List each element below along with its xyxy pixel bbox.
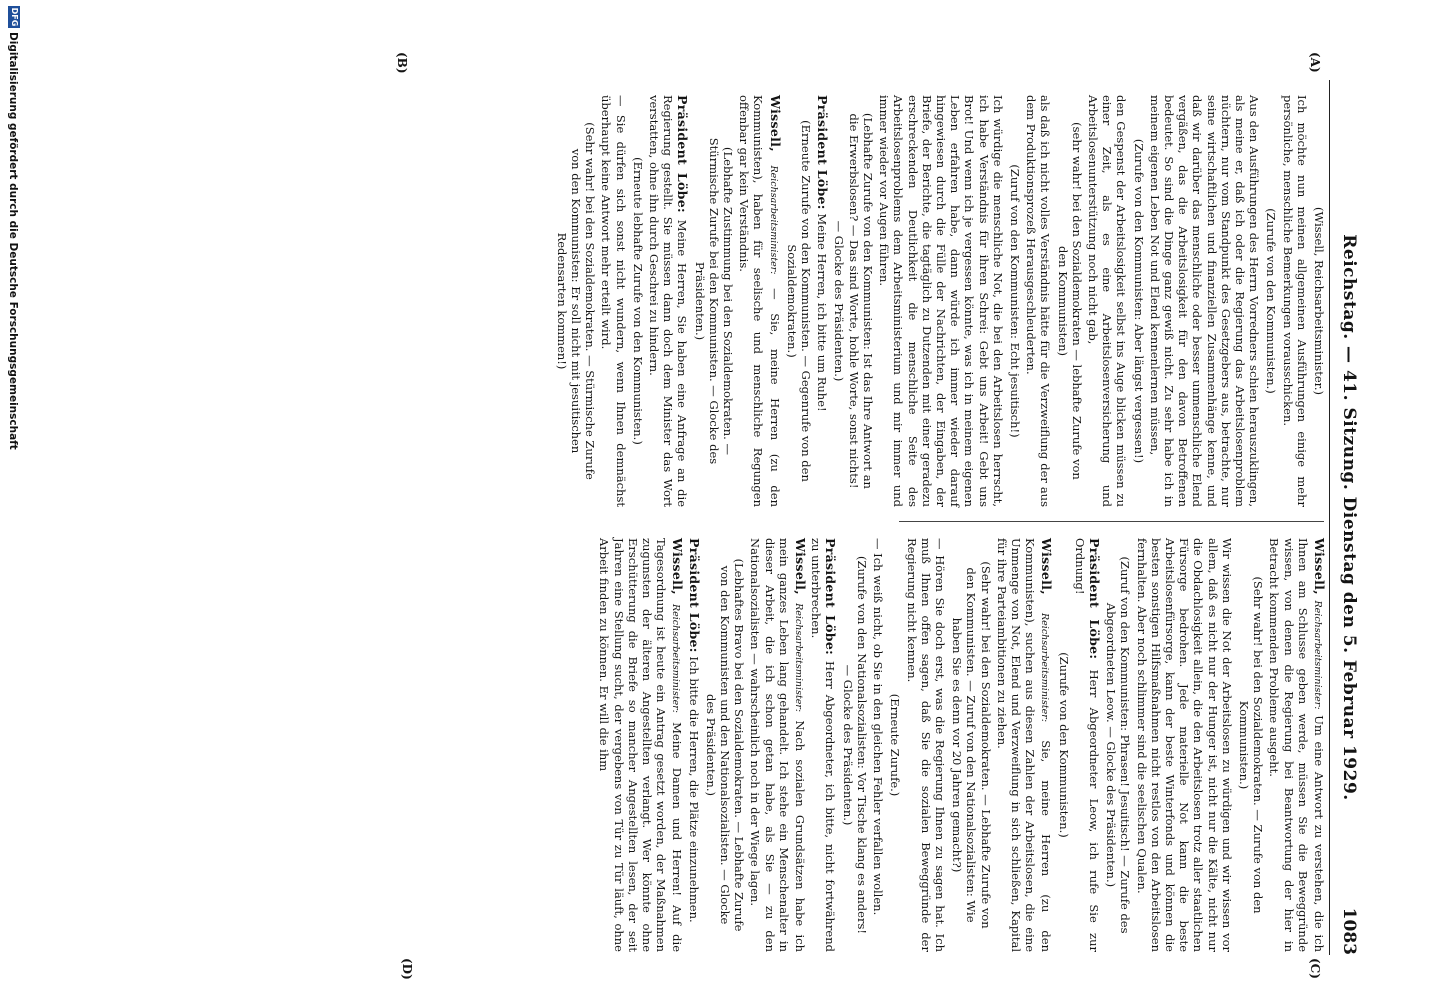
speaker-paragraph	[686, 538, 700, 952]
speaker-name: Präsident Löbe:	[686, 538, 702, 653]
speaker-role: Reichsarbeitsminister:	[1039, 613, 1051, 723]
dfg-logo: DFG	[10, 7, 19, 27]
interjection: (Zurufe von den Kommunisten.)	[1264, 208, 1279, 394]
speech-paragraph: den Gespenst der Arbeitslosigkeit selbst ins Auge blicken müssen zu einer Zeit, als es eine Arbeitslosenversicherung und Arbeitslosenunterstützung noch nicht gab,	[1085, 95, 1129, 507]
speaker-paragraph	[737, 95, 782, 507]
speaker-name: Präsident Löbe:	[823, 538, 839, 656]
speech-text: Um eine Antwort zu verstehen, die ich Ihnen am Schlusse geben werde, müssen Sie die Beweggründe wissen, von denen die Regierung bei Beantwortung der hier in Betracht kommenden Probleme ausgeht.	[1267, 538, 1326, 952]
speaker-name: Wissell,	[793, 538, 809, 595]
speech-text: Meine Herren, ich bitte um Ruhe!	[815, 213, 830, 412]
interjection: (Lebhafte Zurufe von den Kommunisten: Ist das Ihre Antwort an die Erwerbslosen? — Das sind Worte, hohle Worte, sonst nichts! — Glocke des Präsidenten.)	[832, 113, 875, 489]
interjection: (Wissell, Reichsarbeitsminister.)	[1312, 206, 1326, 396]
margin-mark-b: (B)	[395, 52, 409, 74]
speaker-paragraph	[809, 538, 837, 952]
speaker-role: Reichsarbeitsminister:	[767, 165, 779, 275]
speaker-paragraph	[748, 538, 807, 952]
interjection: (Sehr wahr! bei den Sozialdemokraten. — Lebhafte Zurufe von den Kommunisten. — Zuruf von den Nationalsozialisten: Wie haben Sie es denn vor 20 Jahren gemacht?)	[950, 561, 993, 929]
margin-mark-d: (D)	[400, 958, 414, 980]
column-divider	[899, 521, 1324, 522]
speaker-name: Wissell,	[1312, 538, 1327, 595]
interjection: (Erneute Zurufe von den Kommunisten. — Gegenrufe von den Sozialdemokraten.)	[784, 120, 814, 482]
speaker-role: Reichsarbeitsminister:	[793, 603, 805, 713]
interjection: (sehr wahr! bei den Sozialdemokraten — lebhafte Zurufe von den Kommunisten)	[1055, 122, 1084, 480]
page-number: 1083	[1339, 907, 1359, 955]
speaker-name: Wissell,	[767, 95, 783, 152]
interjection: (Zuruf von den Kommunisten: Phrasen! Jesuitisch! — Zurufe des Abgeordneten Leow. — Glocke des Präsidenten.)	[1104, 556, 1133, 934]
speaker-paragraph	[1267, 538, 1326, 952]
margin-mark-a: (A)	[1308, 52, 1322, 73]
speech-text: Herr Abgeordneter, ich bitte, nicht fortwährend zu unterbrechen.	[809, 538, 838, 952]
speech-paragraph: Aus den Ausführungen des Herrn Vorredners schien herauszuklingen, als meine er, daß ich oder die Regierung das Arbeitslosenproblem nüchtern, nur vom Standpunkt des Gesetzgebers aus, betrachte, nur seine wirtschaftlichen und finanziellen Zusammenhänge kenne, und daß wir darüber das menschliche oder besser unmenschliche Elend vergäßen, das die Arbeitslosigkeit für den davon Betroffenen bedeutet. So sind die Dinge ganz gewiß nicht. Zu sehr habe ich in meinem eigenen Leben Not und Elend kennenlernen müssen,	[1147, 95, 1262, 507]
speaker-paragraph	[597, 538, 684, 952]
interjection: (Sehr wahr! bei den Sozialdemokraten. — Stürmische Zurufe von den Kommunisten: Er soll nicht mit jesuitischen Redensarten kommen!)	[554, 122, 598, 480]
margin-mark-c: (C)	[1308, 958, 1322, 979]
speaker-paragraph	[1073, 538, 1101, 952]
interjection: (Erneute lebhafte Zurufe von den Kommunisten.)	[630, 157, 645, 445]
speech-text: Ich bitte die Herren, die Plätze einzunehmen.	[686, 656, 701, 923]
credit-text: Digitalisierung gefördert durch die Deutsche Forschungsgemeinschaft	[7, 32, 19, 450]
speaker-role: Reichsarbeitsminister:	[1312, 600, 1323, 710]
speech-paragraph: — Hören Sie doch erst, was die Regierung Ihnen zu sagen hat. Ich muß Ihnen offen sagen, daß Sie die sozialen Beweggründe der Regierung nicht kennen.	[904, 538, 947, 952]
digitization-credit	[4, 0, 22, 1000]
interjection: (Zurufe von den Nationalsozialisten: Vor Tische klang es anders! — Glocke des Präsidenten.)	[840, 556, 869, 934]
speaker-name: Präsident Löbe:	[675, 95, 691, 213]
speaker-name: Wissell,	[1039, 538, 1055, 595]
speaker-paragraph	[647, 95, 690, 507]
speech-text: Herr Abgeordneter Leow, ich rufe Sie zur Ordnung!	[1072, 538, 1101, 952]
speaker-name: Präsident Löbe:	[815, 95, 831, 210]
running-head: Reichstag. — 41. Sitzung. Dienstag den 5. Februar 1929.	[1339, 234, 1359, 801]
speech-text: Meine Damen und Herren! Auf die Tagesordnung ist heute ein Antrag gesetzt worden, der Maßnahmen zugunsten der älteren Angestellten verlangt. Wer könnte ohne Erschütterung die Briefe so mancher Angestellten lesen, der seit Jahren eine Stellung sucht, der vergebens von Tür zu Tür läuft, ohne Arbeit finden zu können. Er will die ihm	[597, 538, 685, 953]
speech-paragraph: Ich würdige die menschliche Not, die bei den Arbeitslosen herrscht, ich habe Verständnis für ihren Schrei: Gebt uns Arbeit! Gebt uns Brot! Und wenn ich je vergessen könnte, was ich in meinem eigenen Leben erfahren habe, dann würde ich immer wieder darauf hingewiesen durch die Fülle der Nachrichten, der Eingaben, der Briefe, der Berichte, die tagtäglich zu Dutzenden mit einer geradezu erschreckenden Deutlichkeit die menschliche Seite des Arbeitslosenproblems dem Arbeitsministerium und mir immer und immer wieder vor Augen führen.	[877, 95, 1005, 507]
interjection: (Lebhafte Zustimmung bei den Sozialdemokraten. — Stürmische Zurufe bei den Kommunisten. — Glocke des Präsidenten.)	[692, 137, 736, 465]
speaker-paragraph	[815, 95, 829, 507]
speech-text: Sie, meine Herren (zu den Kommunisten), suchen aus diesen Zahlen der Arbeitslosen, die eine Unmenge von Not, Elend und Verzweiflung in sich schließen, Kapital für ihre Parteiambitionen zu ziehen.	[994, 538, 1054, 952]
speech-paragraph: Ich möchte nun meinen allgemeinen Ausführungen einige mehr persönliche, menschliche Bemerkungen vorausschicken.	[1280, 95, 1309, 507]
interjection: (Lebhaftes Bravo bei den Sozialdemokraten. — Lebhafte Zurufe von den Kommunisten und den Nationalsozialisten. — Glocke des Präsidenten.)	[703, 558, 747, 932]
speaker-name: Wissell,	[670, 538, 686, 595]
interjection: (Sehr wahr! bei den Sozialdemokraten. — Zurufe von den Kommunisten.)	[1236, 576, 1266, 914]
speaker-paragraph	[995, 538, 1054, 952]
speaker-role: Reichsarbeitsminister:	[670, 603, 682, 713]
right-column	[595, 538, 1326, 952]
speaker-name: Präsident Löbe:	[1086, 538, 1102, 660]
speech-text: Meine Herren, Sie haben eine Anfrage an die Regierung gestellt. Sie müssen dann doch dem Minister das Wort verstatten, ohne ihn durch Geschrei zu hindern.	[647, 95, 690, 508]
speech-paragraph: — Sie dürfen sich sonst nicht wundern, wenn Ihnen demnächst überhaupt keine Antwort mehr erteilt wird.	[599, 95, 628, 507]
interjection: (Erneute Zurufe.)	[888, 693, 903, 797]
left-column	[552, 95, 1326, 507]
page-header	[1330, 80, 1359, 955]
interjection: (Zurufe von den Kommunisten.)	[1056, 652, 1071, 838]
speech-text: — Sie, meine Herren (zu den Kommunisten), haben für seelische und menschliche Regungen offenbar gar kein Verständnis.	[737, 95, 782, 508]
speech-paragraph: als daß ich nicht volles Verständnis hätte für die Verzweiflung der aus dem Produktionsprozeß Herausgeschleuderten.	[1024, 95, 1053, 507]
speech-paragraph: Wir wissen die Not der Arbeitslosen zu würdigen und wir wissen vor allem, daß es nicht nur der Hunger ist, nicht nur die Kälte, nicht nur die Obdachlosigkeit allein, die den Arbeitslosen trotz aller staatlichen Fürsorge bedrohen. Jede materielle Not kann die beste Arbeitslosenfürsorge, kann der beste Winterfonds und können die besten sonstigen Hilfsmaßnahmen nicht restlos von den Arbeitslosen fernhalten. Aber noch schlimmer sind die seelischen Qualen.	[1134, 538, 1234, 952]
speech-paragraph: — Ich weiß nicht, ob Sie in den gleichen Fehler verfallen wollen.	[871, 538, 886, 916]
interjection: (Zuruf von den Kommunisten: Echt jesuitisch!)	[1007, 164, 1022, 438]
header-rule	[1329, 80, 1330, 955]
interjection: (Zurufe von den Kommunisten: Aber längst vergessen!)	[1131, 138, 1146, 464]
speech-text: Nach sozialen Grundsätzen habe ich mein ganzes Leben lang gehandelt. Ich stehe ein Menschenalter in dieser Arbeit, die ich schon getan habe, als Sie — zu den Nationalsozialisten — wahrscheinlich noch in der Wiege lagen.	[748, 538, 808, 952]
